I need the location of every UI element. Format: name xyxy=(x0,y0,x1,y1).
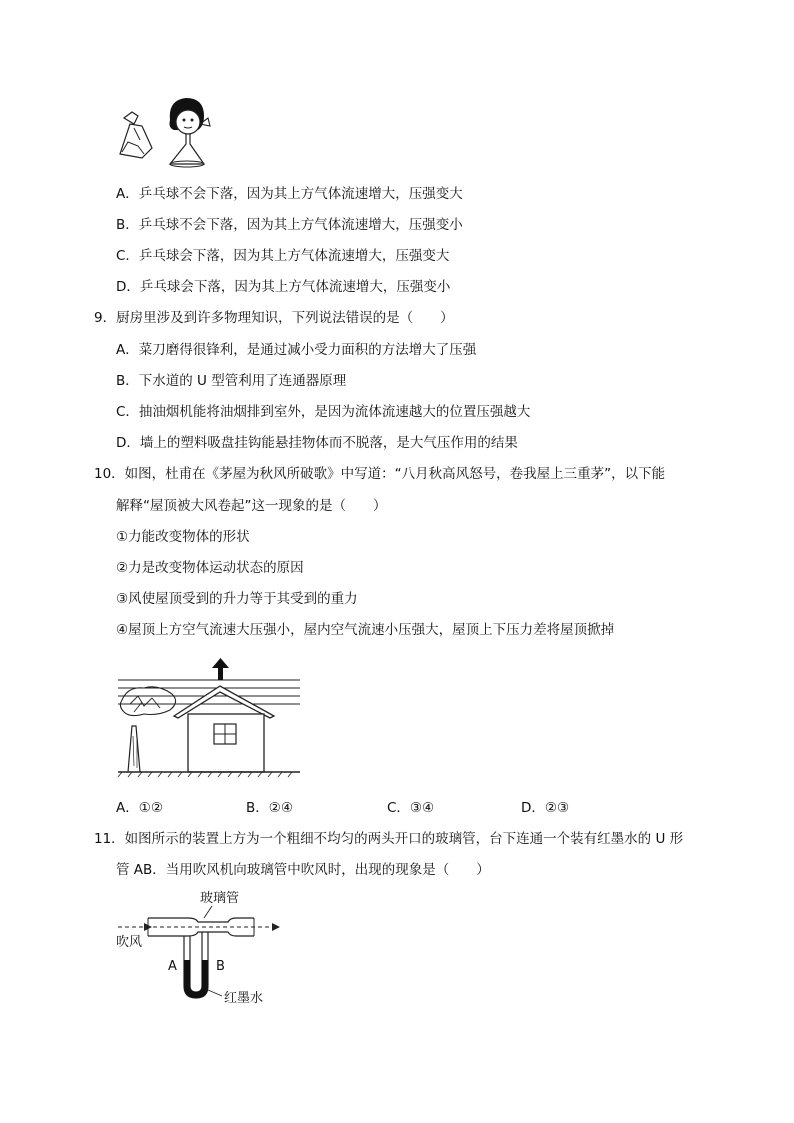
house-wind-illustration xyxy=(114,656,304,780)
q11-stem-line1: 11．如图所示的装置上方为一个粗细不均匀的两头开口的玻璃管，台下连通一个装有红墨水的 U 形 xyxy=(94,831,684,847)
q11-figure xyxy=(112,886,292,1010)
funnel-blowing-illustration xyxy=(112,96,222,172)
q9-option-c: C．抽油烟机能将油烟排到室外，是因为流体流速越大的位置压强越大 xyxy=(116,404,531,420)
q10-stem-line2: 解释“屋顶被大风卷起”这一现象的是（ ） xyxy=(116,498,387,514)
q10-option-a: A．①② xyxy=(116,800,163,816)
label-a: A xyxy=(168,959,177,974)
q10-figure xyxy=(114,656,304,780)
q9-option-b: B．下水道的 U 型管利用了连通器原理 xyxy=(116,373,347,389)
q8-option-c: C．乒乓球会下落，因为其上方气体流速增大，压强变大 xyxy=(116,248,450,264)
q8-figure xyxy=(112,96,222,172)
q10-statement-2: ②力是改变物体运动状态的原因 xyxy=(116,560,304,576)
q10-statement-1: ①力能改变物体的形状 xyxy=(116,529,250,545)
q10-option-c: C．③④ xyxy=(387,800,435,816)
q9-option-a: A．菜刀磨得很锋利，是通过减小受力面积的方法增大了压强 xyxy=(116,342,477,358)
q10-stem-line1: 10．如图，杜甫在《茅屋为秋风所破歌》中写道：“八月秋高风怒号，卷我屋上三重茅”，以下能 xyxy=(94,466,666,482)
q10-statement-4: ④屋顶上方空气流速大压强小，屋内空气流速小压强大，屋顶上下压力差将屋顶掀掉 xyxy=(116,622,615,638)
q9-stem: 9．厨房里涉及到许多物理知识，下列说法错误的是（ ） xyxy=(94,310,454,326)
q11-stem-line2: 管 AB．当用吹风机向玻璃管中吹风时，出现的现象是（ ） xyxy=(116,862,490,878)
q9-option-d: D．墙上的塑料吸盘挂钩能悬挂物体而不脱落，是大气压作用的结果 xyxy=(116,435,518,451)
q8-option-b: B．乒乓球不会下落，因为其上方气体流速增大，压强变小 xyxy=(116,217,463,233)
q10-option-b: B．②④ xyxy=(246,800,293,816)
label-b: B xyxy=(216,959,225,974)
label-wind: 吹风 xyxy=(116,935,143,950)
q8-option-d: D．乒乓球会下落，因为其上方气体流速增大，压强变小 xyxy=(116,279,451,295)
label-red-ink: 红墨水 xyxy=(224,991,264,1006)
glass-tube-u-tube-diagram xyxy=(112,886,292,1010)
q10-option-d: D．②③ xyxy=(521,800,570,816)
q8-option-a: A．乒乓球不会下落，因为其上方气体流速增大，压强变大 xyxy=(116,186,463,202)
label-glass-tube: 玻璃管 xyxy=(200,891,240,906)
q10-statement-3: ③风使屋顶受到的升力等于其受到的重力 xyxy=(116,591,358,607)
